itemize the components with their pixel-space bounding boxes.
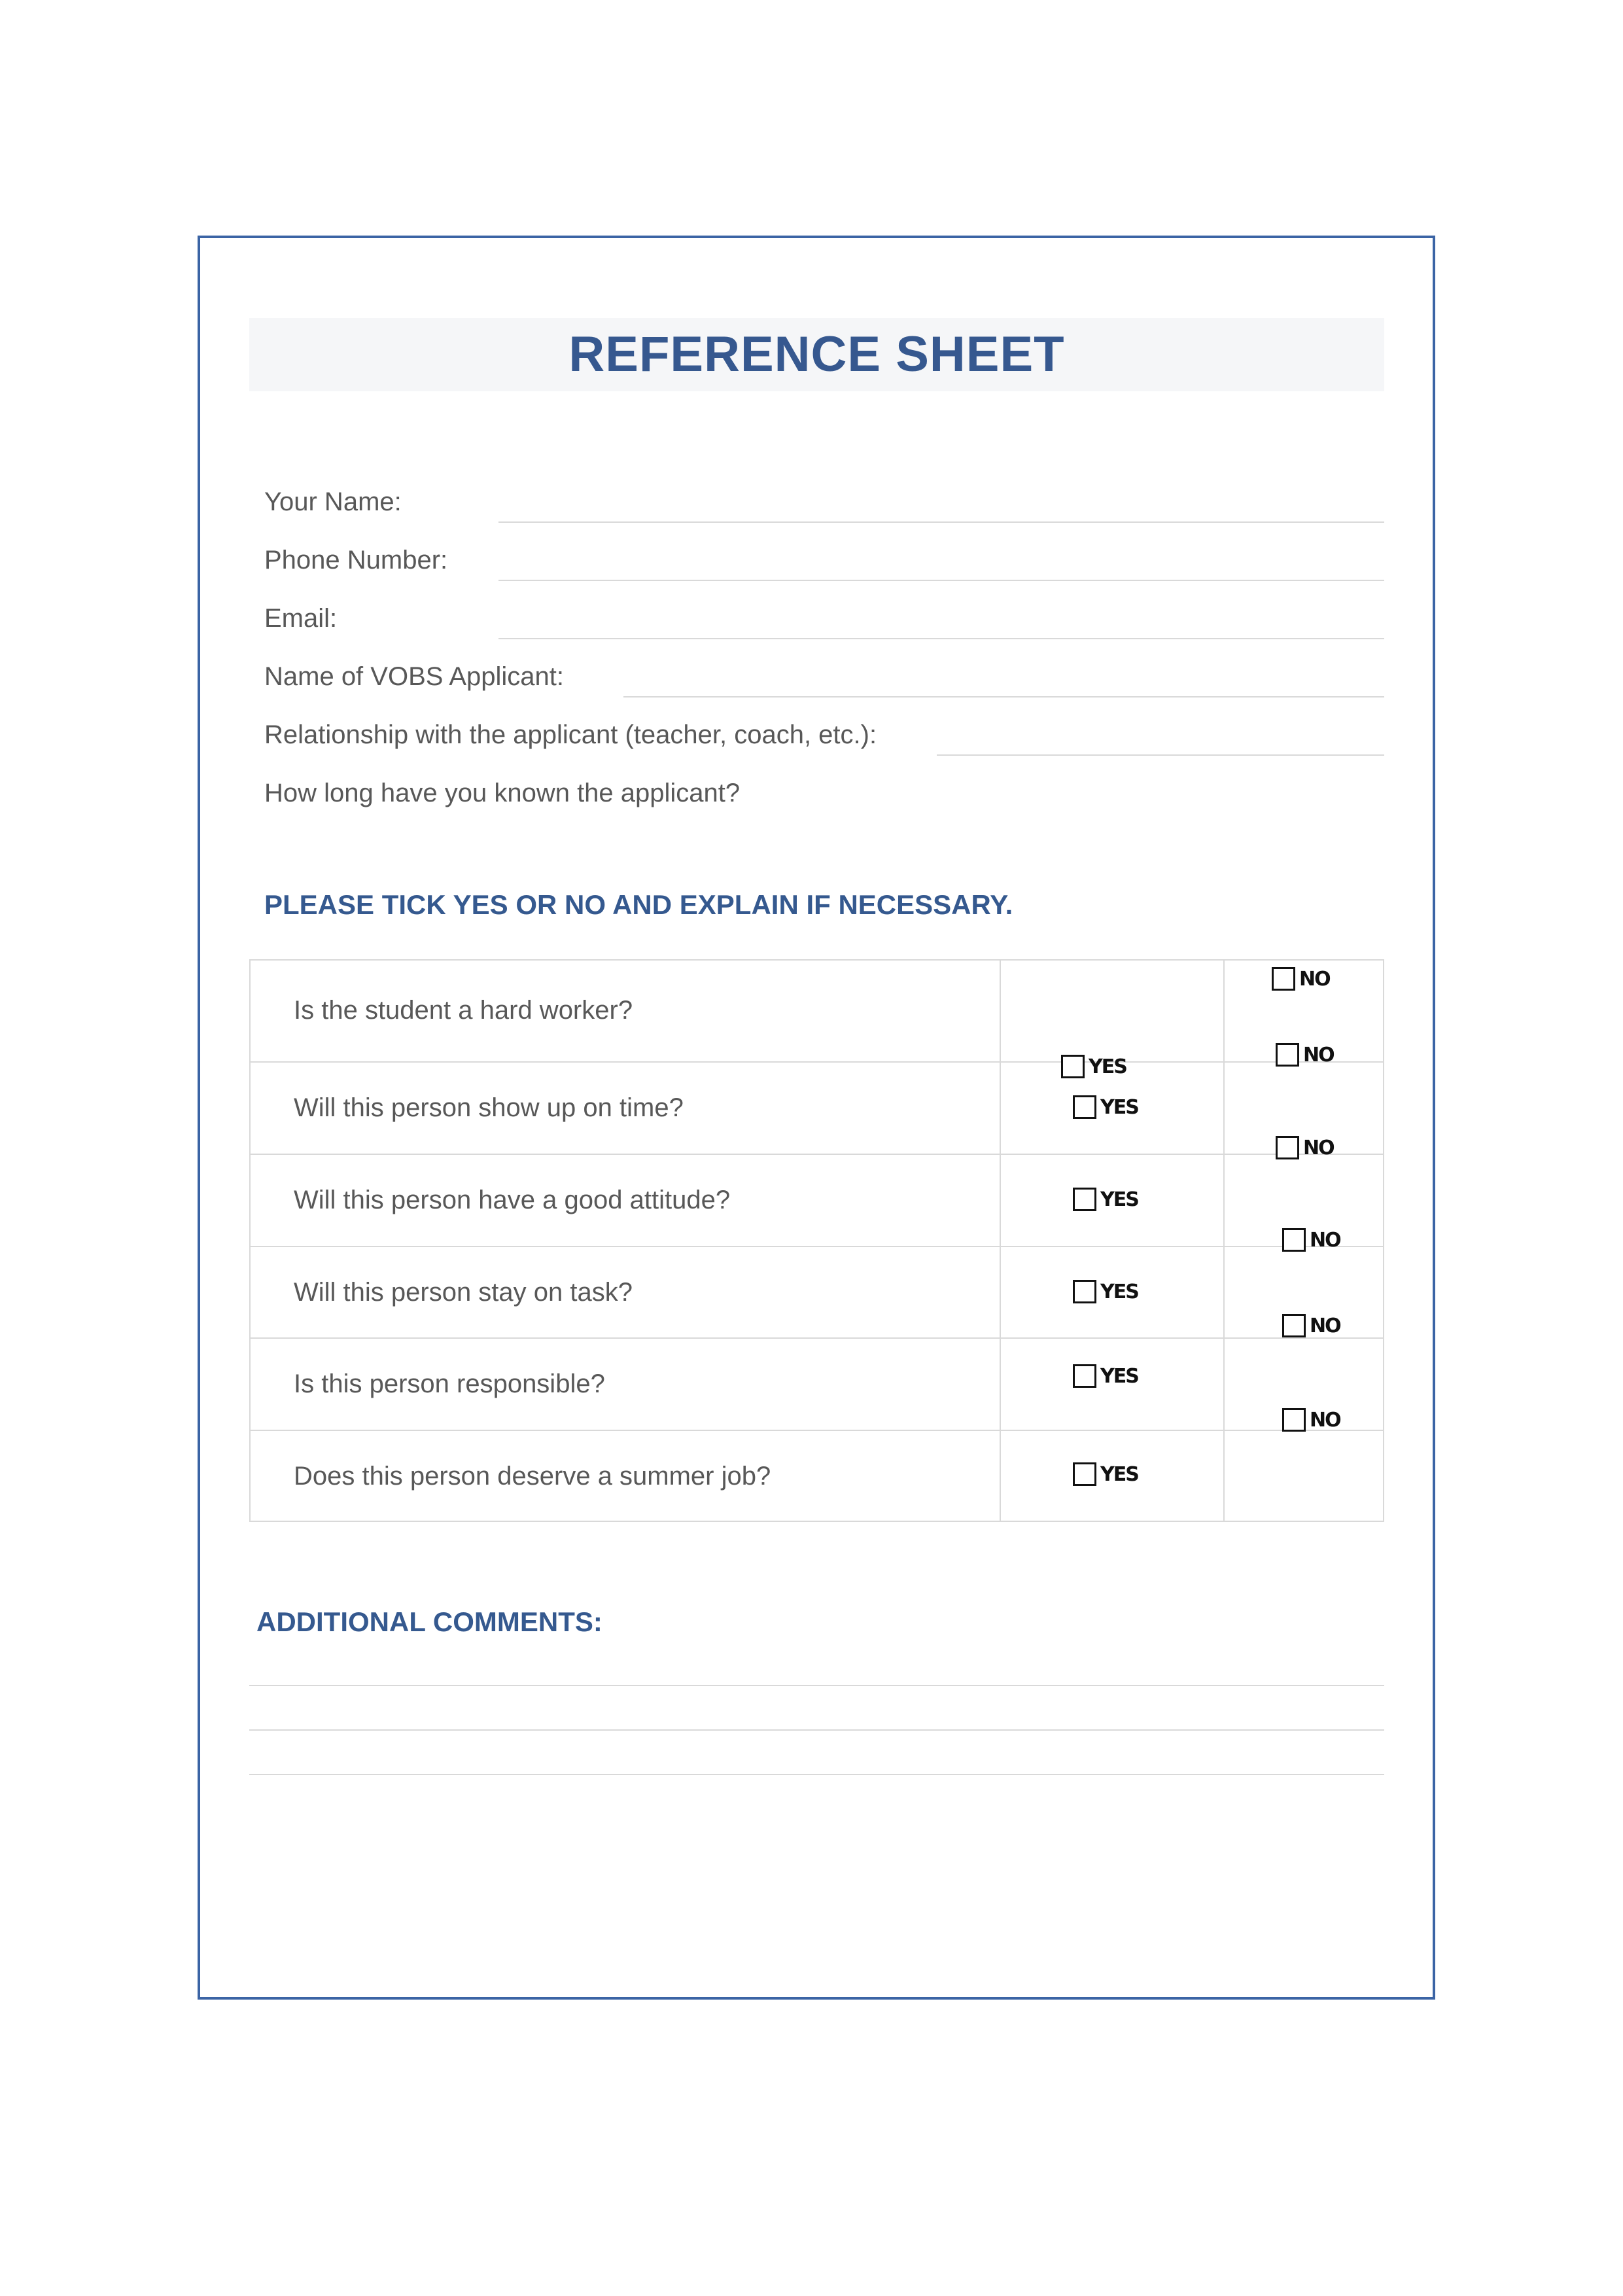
- instructions-heading: PLEASE TICK YES OR NO AND EXPLAIN IF NECESSARY.: [264, 889, 1013, 920]
- checkbox-square[interactable]: [1073, 1188, 1096, 1211]
- no-label: NO: [1310, 1314, 1340, 1337]
- comment-line[interactable]: [249, 1685, 1384, 1686]
- yes-checkbox-hard-worker[interactable]: [1061, 1055, 1126, 1078]
- question-responsible: Is this person responsible?: [294, 1369, 605, 1398]
- yes-checkbox-responsible[interactable]: [1073, 1364, 1138, 1388]
- question-stay-on-task: Will this person stay on task?: [294, 1278, 633, 1307]
- checkbox-square[interactable]: [1073, 1462, 1096, 1486]
- yes-label: YES: [1100, 1364, 1138, 1388]
- your-name-field[interactable]: [498, 521, 1384, 523]
- comment-line[interactable]: [249, 1729, 1384, 1731]
- checkbox-square[interactable]: [1061, 1055, 1085, 1078]
- yes-label: YES: [1089, 1055, 1126, 1078]
- phone-number-label: Phone Number:: [264, 546, 448, 574]
- email-field[interactable]: [498, 638, 1384, 639]
- table-row-divider: [249, 1154, 1384, 1155]
- no-label: NO: [1299, 967, 1330, 991]
- checkbox-square[interactable]: [1276, 1043, 1299, 1067]
- checkbox-square[interactable]: [1272, 967, 1295, 991]
- no-checkbox-stay-on-task[interactable]: [1282, 1228, 1340, 1252]
- your-name-label: Your Name:: [264, 487, 402, 516]
- checkbox-square[interactable]: [1282, 1408, 1306, 1432]
- table-divider-no: [1223, 959, 1225, 1522]
- no-label: NO: [1310, 1408, 1340, 1432]
- no-checkbox-hard-worker[interactable]: [1272, 967, 1330, 991]
- no-label: NO: [1310, 1228, 1340, 1252]
- question-attitude: Will this person have a good attitude?: [294, 1186, 731, 1214]
- email-label: Email:: [264, 604, 338, 633]
- no-checkbox-responsible[interactable]: [1282, 1314, 1340, 1337]
- yes-checkbox-stay-on-task[interactable]: [1073, 1280, 1138, 1303]
- table-row-divider: [249, 1430, 1384, 1431]
- no-label: NO: [1303, 1043, 1334, 1067]
- checkbox-square[interactable]: [1282, 1314, 1306, 1337]
- checkbox-square[interactable]: [1282, 1228, 1306, 1252]
- checkbox-square[interactable]: [1276, 1136, 1299, 1159]
- no-checkbox-attitude[interactable]: [1276, 1136, 1334, 1159]
- question-hard-worker: Is the student a hard worker?: [294, 996, 633, 1025]
- yes-label: YES: [1100, 1095, 1138, 1119]
- table-divider-yes: [1000, 959, 1001, 1522]
- table-row-divider: [249, 1246, 1384, 1247]
- relationship-field[interactable]: [937, 754, 1384, 756]
- questionnaire-table: [249, 959, 1384, 1522]
- applicant-name-label: Name of VOBS Applicant:: [264, 662, 565, 691]
- phone-number-field[interactable]: [498, 580, 1384, 581]
- known-duration-label: How long have you known the applicant?: [264, 779, 741, 807]
- page-title: REFERENCE SHEET: [568, 327, 1065, 382]
- no-checkbox-summer-job[interactable]: [1282, 1408, 1340, 1432]
- checkbox-square[interactable]: [1073, 1095, 1096, 1119]
- yes-label: YES: [1100, 1280, 1138, 1303]
- yes-label: YES: [1100, 1462, 1138, 1486]
- no-checkbox-on-time[interactable]: [1276, 1043, 1334, 1067]
- checkbox-square[interactable]: [1073, 1280, 1096, 1303]
- yes-checkbox-attitude[interactable]: [1073, 1188, 1138, 1211]
- checkbox-square[interactable]: [1073, 1364, 1096, 1388]
- yes-label: YES: [1100, 1188, 1138, 1211]
- yes-checkbox-summer-job[interactable]: [1073, 1462, 1138, 1486]
- question-summer-job: Does this person deserve a summer job?: [294, 1462, 771, 1491]
- table-row-divider: [249, 1337, 1384, 1339]
- table-row-divider: [249, 1061, 1384, 1063]
- comments-heading: ADDITIONAL COMMENTS:: [256, 1606, 602, 1637]
- question-on-time: Will this person show up on time?: [294, 1093, 684, 1122]
- relationship-label: Relationship with the applicant (teacher, coach, etc.):: [264, 720, 877, 749]
- applicant-name-field[interactable]: [623, 696, 1384, 698]
- yes-checkbox-on-time[interactable]: [1073, 1095, 1138, 1119]
- comment-line[interactable]: [249, 1774, 1384, 1775]
- no-label: NO: [1303, 1136, 1334, 1159]
